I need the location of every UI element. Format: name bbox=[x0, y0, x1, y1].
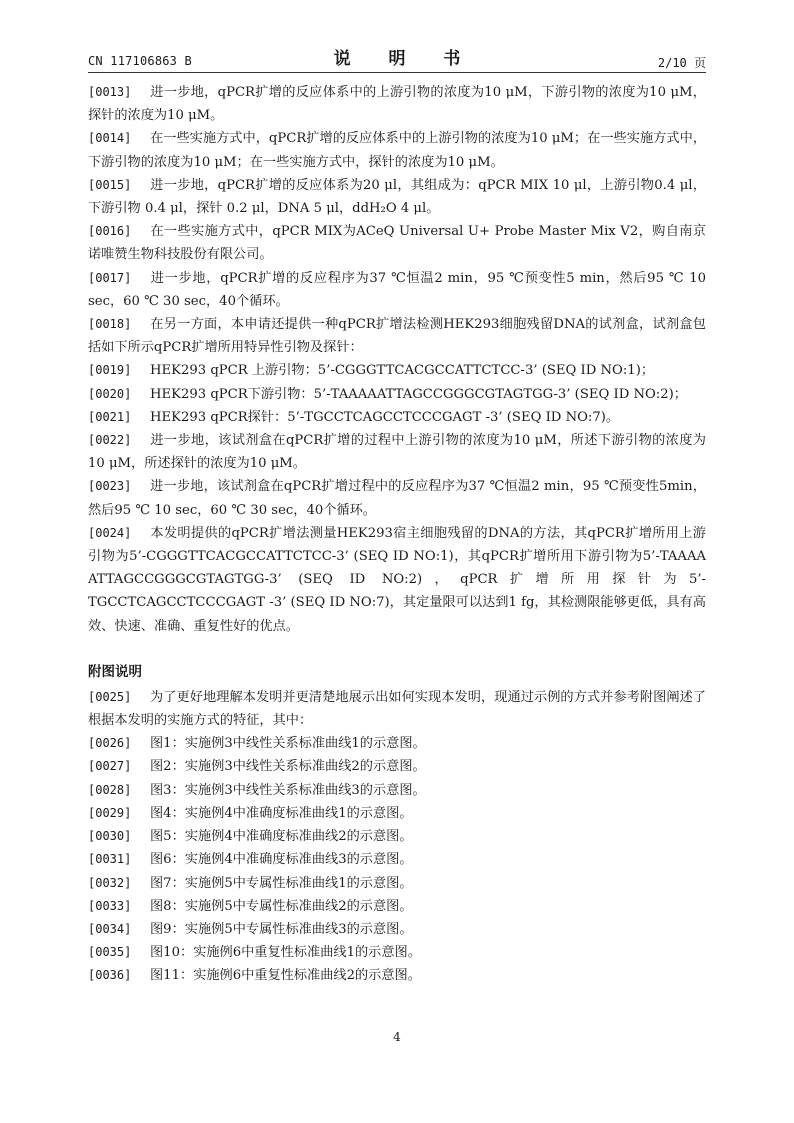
paragraph-text: 图6：实施例4中准确度标准曲线3的示意图。 bbox=[150, 852, 413, 868]
paragraph-text: 图5：实施例4中准确度标准曲线2的示意图。 bbox=[150, 829, 413, 845]
paragraph bbox=[88, 383, 706, 406]
paragraph bbox=[88, 918, 706, 941]
paragraph-text: 为了更好地理解本发明并更清楚地展示出如何实现本发明，现通过示例的方式并参考附图阐述了根据本发明的实施方式的特征，其中： bbox=[88, 689, 706, 729]
paragraph bbox=[88, 872, 706, 895]
page-number: 4 bbox=[393, 1030, 401, 1044]
page-info: 2/10 页 bbox=[657, 56, 706, 70]
paragraph-number: [0018] bbox=[88, 317, 132, 332]
paragraph bbox=[88, 313, 706, 359]
paragraph bbox=[88, 220, 706, 266]
paragraph-text: 本发明提供的qPCR扩增法测量HEK293宿主细胞残留的DNA的方法，其qPCR扩增所用上游引物为5’-CGGGTTCACGCCATTCTCC-3’ (SEQ ID NO:1)，其qPCR扩增所用下游引物为5’-TAAAA ATTAGCCGGGCGTAGTGG-3’ (SEQ ID NO:2)，qPCR扩增所用探针为5’-TGCCTCAGCCTCCCGAGT -3’ (SEQ ID NO:7)，其定量限可以达到1 fg，其检测限能够更低，具有高效、快速、准确、重复性好的优点。 bbox=[88, 525, 706, 634]
paragraph-text: 进一步地，qPCR扩增的反应体系中的上游引物的浓度为10 μM，下游引物的浓度为10 μM，探针的浓度为10 μM。 bbox=[88, 85, 706, 124]
paragraph-number: [0034] bbox=[88, 921, 132, 936]
patent-number: CN 117106863 B bbox=[88, 54, 192, 68]
paragraph bbox=[88, 475, 706, 521]
paragraph-text: HEK293 qPCR 上游引物：5’-CGGGTTCACGCCATTCTCC-3’ (SEQ ID NO:1)； bbox=[150, 363, 655, 379]
paragraph-number: [0027] bbox=[88, 759, 132, 774]
paragraph bbox=[88, 895, 706, 918]
paragraph-number: [0021] bbox=[88, 409, 132, 424]
figure-paragraph-list bbox=[88, 686, 706, 988]
paragraph-number: [0032] bbox=[88, 875, 132, 890]
header-divider bbox=[88, 72, 706, 73]
paragraph-text: 进一步地，qPCR扩增的反应体系为20 μl，其组成为：qPCR MIX 10 μl，上游引物0.4 μl，下游引物 0.4 μl，探针 0.2 μl，DNA 5 μl，ddH₂O 4 μl。 bbox=[88, 177, 706, 217]
paragraph-text: 图9：实施例5中专属性标准曲线3的示意图。 bbox=[150, 921, 413, 937]
paragraph-number: [0013] bbox=[88, 85, 132, 99]
paragraph-number: [0024] bbox=[88, 525, 132, 540]
paragraph-number: [0020] bbox=[88, 386, 132, 401]
paragraph-text: 在另一方面，本申请还提供一种qPCR扩增法检测HEK293细胞残留DNA的试剂盒，试剂盒包括如下所示qPCR扩增所用特异性引物及探针： bbox=[88, 317, 706, 356]
paragraph bbox=[88, 964, 706, 987]
document-title: 说 明 书 bbox=[333, 49, 477, 69]
paragraph-text: HEK293 qPCR探针：5’-TGCCTCAGCCTCCCGAGT -3’ (SEQ ID NO:7)。 bbox=[150, 409, 620, 425]
page-header bbox=[88, 44, 706, 72]
paragraph-number: [0033] bbox=[88, 898, 132, 913]
paragraph-text: 图2：实施例3中线性关系标准曲线2的示意图。 bbox=[150, 759, 426, 775]
paragraph-text: 图4：实施例4中准确度标准曲线1的示意图。 bbox=[150, 805, 413, 821]
paragraph-number: [0019] bbox=[88, 363, 132, 378]
paragraph-text: HEK293 qPCR下游引物：5’-TAAAAATTAGCCGGGCGTAGTGG-3’ (SEQ ID NO:2)； bbox=[150, 386, 687, 402]
document-body bbox=[88, 81, 706, 988]
paragraph-number: [0028] bbox=[88, 782, 132, 797]
paragraph-text: 图7：实施例5中专属性标准曲线1的示意图。 bbox=[150, 875, 413, 891]
paragraph bbox=[88, 81, 706, 127]
paragraph-number: [0017] bbox=[88, 270, 132, 285]
paragraph-number: [0030] bbox=[88, 829, 132, 844]
paragraph-number: [0015] bbox=[88, 177, 132, 192]
paragraph-text: 在一些实施方式中，qPCR扩增的反应体系中的上游引物的浓度为10 μM；在一些实施方式中，下游引物的浓度为10 μM；在一些实施方式中，探针的浓度为10 μM。 bbox=[88, 131, 706, 170]
paragraph bbox=[88, 825, 706, 848]
paragraph bbox=[88, 848, 706, 871]
paragraph bbox=[88, 941, 706, 964]
paragraph bbox=[88, 755, 706, 778]
paragraph-text: 图3：实施例3中线性关系标准曲线3的示意图。 bbox=[150, 782, 426, 798]
paragraph-number: [0031] bbox=[88, 852, 132, 867]
paragraph-number: [0036] bbox=[88, 968, 132, 983]
paragraph-text: 图11：实施例6中重复性标准曲线2的示意图。 bbox=[150, 968, 421, 984]
paragraph bbox=[88, 359, 706, 382]
paragraph bbox=[88, 686, 706, 732]
paragraph-number: [0029] bbox=[88, 805, 132, 820]
paragraph-text: 在一些实施方式中，qPCR MIX为ACeQ Universal U+ Probe Master Mix V2，购自南京诺唯赞生物科技股份有限公司。 bbox=[88, 224, 706, 263]
paragraph-text: 图10：实施例6中重复性标准曲线1的示意图。 bbox=[150, 945, 421, 961]
paragraph-text: 图8：实施例5中专属性标准曲线2的示意图。 bbox=[150, 898, 413, 914]
paragraph-number: [0022] bbox=[88, 433, 132, 448]
paragraph bbox=[88, 267, 706, 313]
paragraph bbox=[88, 732, 706, 755]
figures-heading: 附图说明 bbox=[88, 663, 142, 680]
paragraph bbox=[88, 406, 706, 429]
paragraph-number: [0023] bbox=[88, 479, 132, 494]
paragraph bbox=[88, 127, 706, 173]
paragraph bbox=[88, 174, 706, 220]
paragraph-number: [0026] bbox=[88, 736, 132, 751]
paragraph-text: 进一步地，该试剂盒在qPCR扩增的过程中上游引物的浓度为10 μM，所述下游引物的浓度为10 μM，所述探针的浓度为10 μM。 bbox=[88, 433, 706, 472]
paragraph-number: [0016] bbox=[88, 224, 132, 239]
paragraph-number: [0035] bbox=[88, 945, 132, 960]
paragraph-text: 图1：实施例3中线性关系标准曲线1的示意图。 bbox=[150, 736, 426, 752]
paragraph bbox=[88, 429, 706, 475]
paragraph-number: [0014] bbox=[88, 131, 132, 146]
paragraph bbox=[88, 779, 706, 802]
paragraph-text: 进一步地，qPCR扩增的反应程序为37 ℃恒温2 min，95 ℃预变性5 min，然后95 ℃ 10 sec，60 ℃ 30 sec，40个循环。 bbox=[88, 270, 706, 309]
paragraph-number: [0025] bbox=[88, 689, 132, 704]
paragraph-text: 进一步地，该试剂盒在qPCR扩增过程中的反应程序为37 ℃恒温2 min，95 ℃预变性5min，然后95 ℃ 10 sec，60 ℃ 30 sec，40个循环。 bbox=[88, 479, 706, 518]
paragraph-list bbox=[88, 81, 706, 638]
paragraph bbox=[88, 802, 706, 825]
paragraph bbox=[88, 522, 706, 638]
